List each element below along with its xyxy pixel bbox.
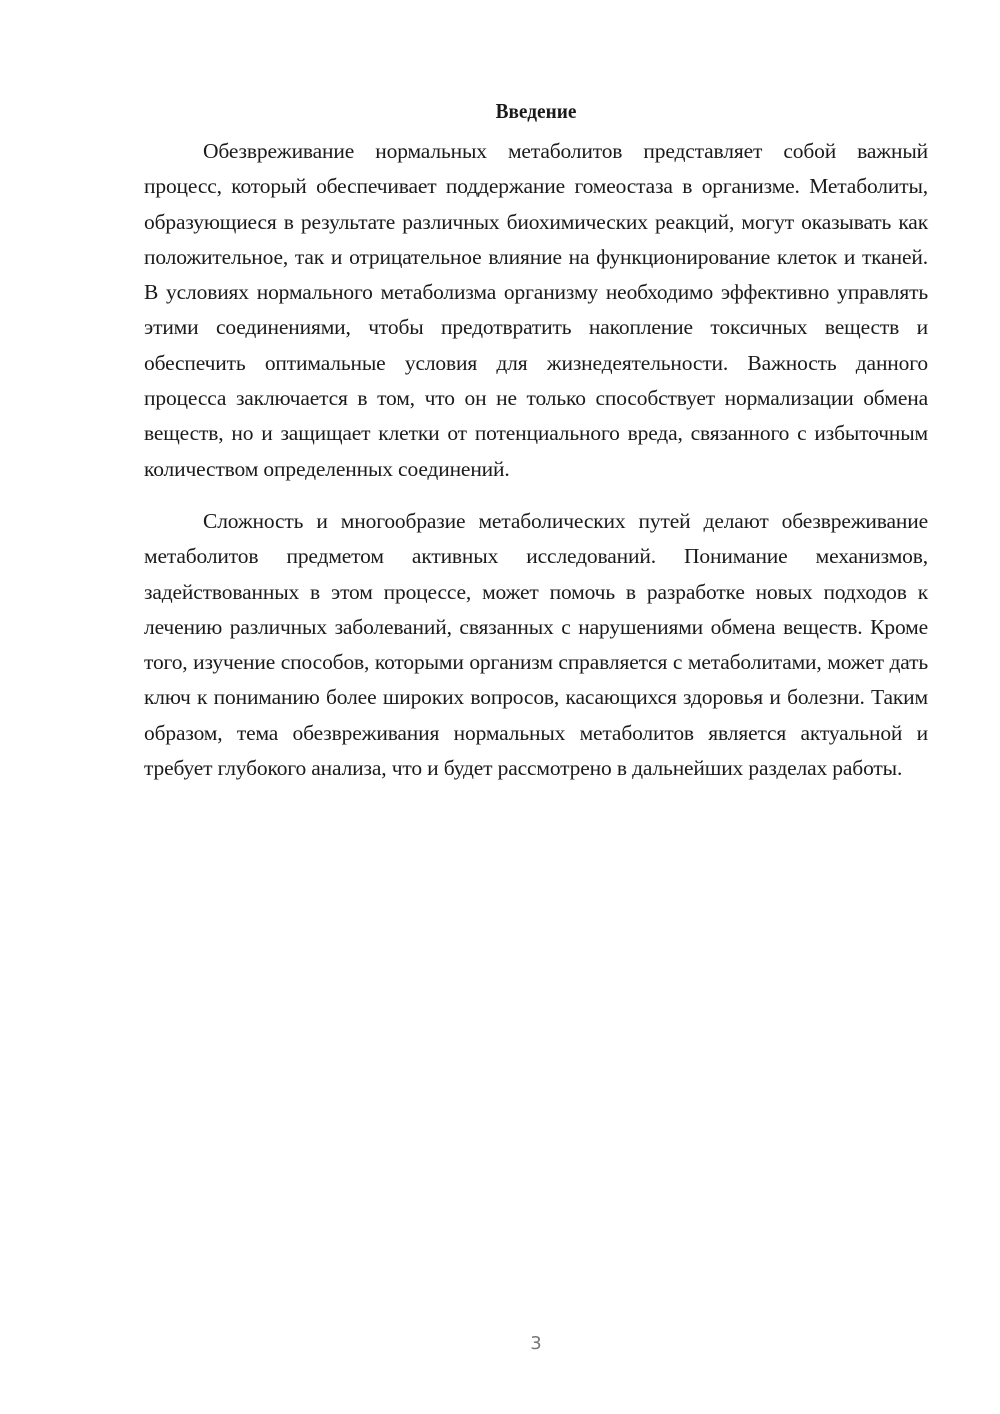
section-heading: Введение: [495, 99, 577, 123]
page-number: 3: [530, 1333, 542, 1354]
paragraph-2: Сложность и многообразие метаболических путей делают обезвреживание метаболитов предметом активных исследований. Понимание механизмов, задействованных в этом процессе, может помочь в разработке новых подходов к лечению различных заболеваний, связанных с нарушениями обмена веществ. Кроме того, изучение способов, которыми организм справляется с метаболитами, может дать ключ к пониманию более широких вопросов, касающихся здоровья и болезни. Таким образом, тема обезвреживания нормальных метаболитов является актуальной и требует глубокого анализа, что и будет рассмотрено в дальнейших разделах работы.: [144, 508, 928, 781]
paragraph-1: Обезвреживание нормальных метаболитов представляет собой важный процесс, который обеспечивает поддержание гомеостаза в организме. Метаболиты, образующиеся в результате различных биохимических реакций, могут оказывать как положительное, так и отрицательное влияние на функционирование клеток и тканей. В условиях нормального метаболизма организму необходимо эффективно управлять этими соединениями, чтобы предотвратить накопление токсичных веществ и обеспечить оптимальные условия для жизнедеятельности. Важность данного процесса заключается в том, что он не только способствует нормализации обмена веществ, но и защищает клетки от потенциального вреда, связанного с избыточным количеством определенных соединений.: [144, 139, 928, 481]
page-content: [144, 96, 928, 786]
